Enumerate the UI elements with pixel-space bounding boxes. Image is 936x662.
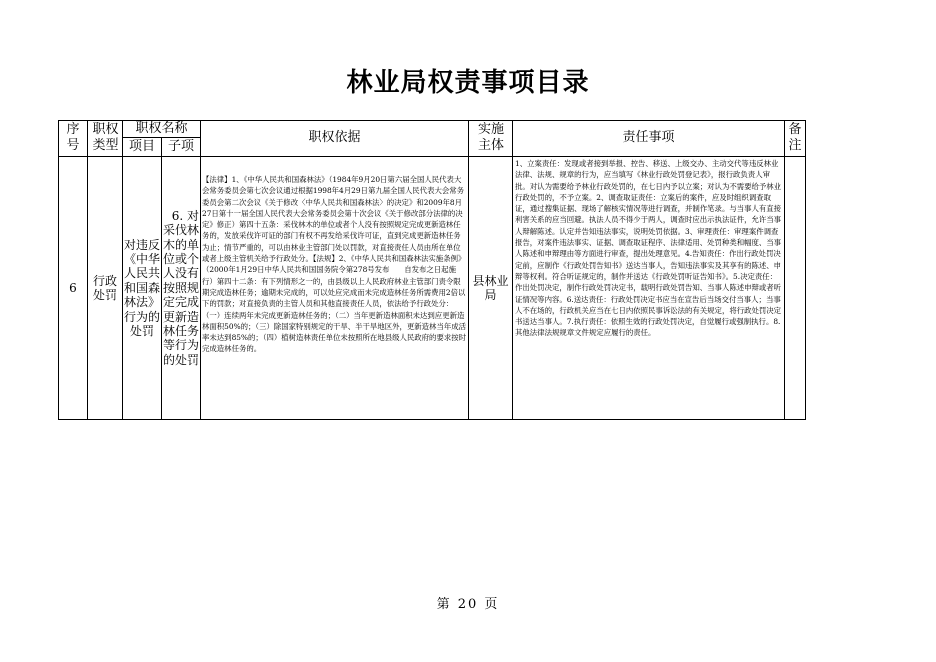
- header-remark: 备注: [788, 122, 802, 153]
- row-remark: [785, 157, 805, 419]
- row-item: 对违反《中华人民共和国森林法》行为的处罚: [124, 237, 161, 339]
- header-sub-item: 子项: [167, 139, 194, 154]
- table-border-bottom: [58, 419, 806, 420]
- header-power-name: 职权名称: [135, 120, 188, 136]
- header-seq: 序号: [66, 122, 80, 153]
- table-border-right: [805, 120, 806, 420]
- row-power-type: 行政处罚: [92, 273, 117, 302]
- page-number: 第 20 页: [436, 597, 500, 612]
- page-title: 林业局权责事项目录: [346, 68, 590, 98]
- header-power-type: 职权类型: [92, 122, 119, 153]
- header-subject: 实施主体: [477, 122, 504, 153]
- col-divider: [200, 120, 201, 420]
- row-sub-item: 6. 对采伐林木的单位或个人没有按照规定完成更新造林任务等行为的处罚: [163, 208, 200, 367]
- row-basis: 【法律】1、《中华人民共和国森林法》（1984年9月20日第六届全国人民代表大会常务委员会第七次会议通过根据1998年4月29日第九届全国人民代表大会常务委员会第二次会议《关于修改〈中华人民共和国森林法〉的决定》和2009年8月27日第十一届全国人民代表大会常务委员会第十次会议《关于修改部分法律的决定》修正）第四十五条：采伐林木的单位或者个人没有按照规定完成更新造林任务的，发放采伐许可证的部门有权不再发给采伐许可证，直到完成更新造林任务为止；情节严重的，可以由林业主管部门处以罚款，对直接责任人员由所在单位或者上级主管机关给予行政处分。【法规】2、《中华人民共和国森林法实施条例》（2000年1月29日中华人民共和国国务院令第278号发布 自发布之日起施行）第四十二条：有下列情形之一的，由县级以上人民政府林业主管部门责令限期完成造林任务；逾期未完成的，可以处应完成而未完成造林任务所需费用2倍以下的罚款；对直接负责的主管人员和其他直接责任人员，依法给予行政处分：（一）连续两年未完成更新造林任务的；（二）当年更新造林面积未达到应更新造林面积50%的；（三）除国家特别规定的干旱、半干旱地区外，更新造林当年成活率未达到85%的；（四）植树造林责任单位未按照所在地县级人民政府的要求按时完成造林任务的。: [202, 175, 466, 354]
- row-responsibility: 1、立案责任：发现或者接到举报、控告、移送、上级交办、主动交代等违反林业法律、法规、规章的行为，应当填写《林业行政处罚登记表》，报行政负责人审批。对认为需要给予林业行政处罚的，在七日内予以立案；对认为不需要给予林业行政处罚的，不予立案。2、调查取证责任：立案后的案件，应及时组织调查取证，通过搜集证据、现场了解核实情况等进行调查，并制作笔录。与当事人有直接利害关系的应当回避。执法人员不得少于两人，调查时应出示执法证件，允许当事人辩解陈述。认定并告知违法事实，说明处罚依据。3、审理责任：审理案件调查报告，对案件违法事实、证据、调查取证程序、法律适用、处罚种类和幅度、当事人陈述和申辩理由等方面进行审查，提出处理意见。4.告知责任：作出行政处罚决定前，应制作《行政处罚告知书》送达当事人，告知违法事实及其享有的陈述、申辩等权利。符合听证规定的，制作并送达《行政处罚听证告知书》。5.决定责任：作出处罚决定，制作行政处罚决定书，载明行政处罚告知、当事人陈述申辩或者听证情况等内容。6.送达责任：行政处罚决定书应当在宣告后当场交付当事人；当事人不在场的，行政机关应当在七日内依照民事诉讼法的有关规定，将行政处罚决定书送达当事人。7.执行责任：依照生效的行政处罚决定，自觉履行或强制执行。8.其他法律法规规章文件规定应履行的责任。: [515, 159, 782, 338]
- header-basis: 职权依据: [308, 130, 361, 145]
- header-item: 项目: [128, 139, 155, 154]
- row-seq: 6: [69, 280, 77, 295]
- col-divider: [512, 120, 513, 420]
- row-subject: 县林业局: [472, 273, 509, 302]
- header-responsibility: 责任事项: [622, 130, 675, 145]
- power-list-table: [58, 120, 806, 420]
